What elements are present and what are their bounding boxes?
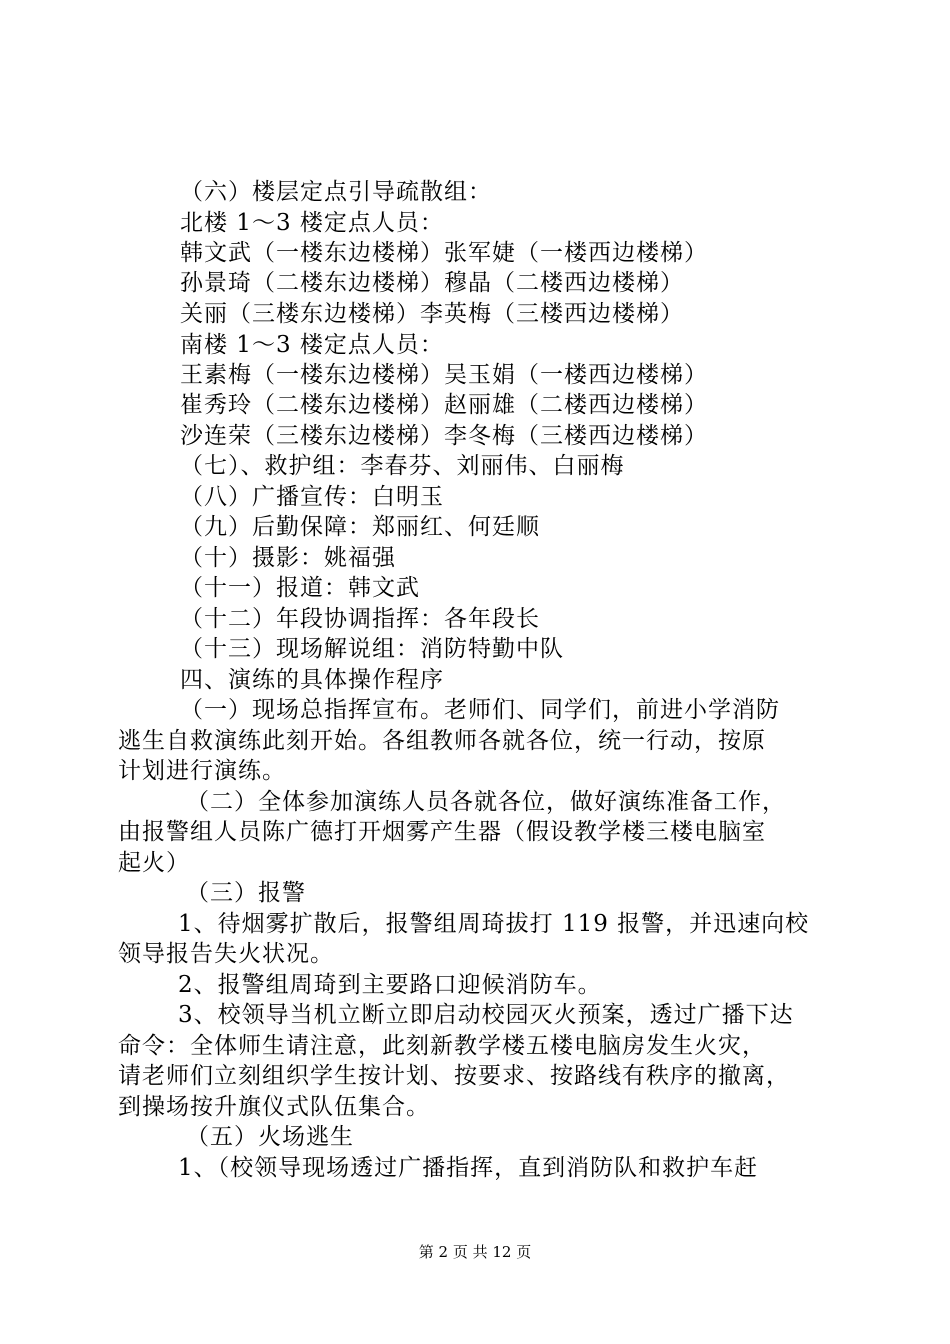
text-line: 逃生自救演练此刻开始。各组教师各就各位，统一行动，按原 [118, 728, 766, 754]
text-line: （十三）现场解说组：消防特勤中队 [180, 636, 564, 662]
page-footer: 第 2 页 共 12 页 [418, 1243, 532, 1261]
text-line: 沙连荣（三楼东边楼梯）李冬梅（三楼西边楼梯） [180, 423, 708, 449]
text-line: 到操场按升旗仪式队伍集合。 [118, 1094, 430, 1120]
text-line: 领导报告失火状况。 [118, 941, 334, 967]
text-line: 1、待烟雾扩散后，报警组周琦拔打 119 报警，并迅速向校 [178, 911, 810, 937]
text-line: 起火） [118, 850, 190, 876]
text-line: 请老师们立刻组织学生按计划、按要求、按路线有秩序的撤离， [118, 1063, 790, 1089]
text-line: （十一）报道：韩文武 [180, 575, 420, 601]
text-line: 由报警组人员陈广德打开烟雾产生器（假设教学楼三楼电脑室 [118, 819, 766, 845]
text-line: （八）广播宣传：白明玉 [180, 484, 444, 510]
text-line: 关丽（三楼东边楼梯）李英梅（三楼西边楼梯） [180, 301, 684, 327]
text-line: （五）火场逃生 [186, 1124, 354, 1150]
text-line: （九）后勤保障：郑丽红、何廷顺 [180, 514, 540, 540]
text-line: 命令：全体师生请注意，此刻新教学楼五楼电脑房发生火灾， [118, 1033, 766, 1059]
section-heading: 四、演练的具体操作程序 [180, 667, 444, 693]
text-line: （二）全体参加演练人员各就各位，做好演练准备工作， [186, 789, 786, 815]
text-line: （十）摄影：姚福强 [180, 545, 396, 571]
text-line: 北楼 1～3 楼定点人员： [180, 210, 444, 236]
text-line: 计划进行演练。 [118, 758, 286, 784]
text-line: 王素梅（一楼东边楼梯）吴玉娟（一楼西边楼梯） [180, 362, 708, 388]
text-line: 1、（校领导现场透过广播指挥，直到消防队和救护车赶 [178, 1155, 759, 1181]
text-line: 韩文武（一楼东边楼梯）张军婕（一楼西边楼梯） [180, 240, 708, 266]
text-line: 崔秀玲（二楼东边楼梯）赵丽雄（二楼西边楼梯） [180, 392, 708, 418]
text-line: 孙景琦（二楼东边楼梯）穆晶（二楼西边楼梯） [180, 270, 684, 296]
text-line: （七）、救护组：李春芬、刘丽伟、白丽梅 [180, 453, 625, 479]
text-line: 2、报警组周琦到主要路口迎候消防车。 [178, 972, 602, 998]
text-line: （六）楼层定点引导疏散组： [180, 179, 492, 205]
text-line: （十二）年段协调指挥：各年段长 [180, 606, 540, 632]
text-line: （三）报警 [186, 880, 306, 906]
text-line: （一）现场总指挥宣布。老师们、同学们，前进小学消防 [180, 697, 780, 723]
text-line: 南楼 1～3 楼定点人员： [180, 332, 444, 358]
text-line: 3、校领导当机立断立即启动校园灭火预案，透过广播下达 [178, 1002, 794, 1028]
